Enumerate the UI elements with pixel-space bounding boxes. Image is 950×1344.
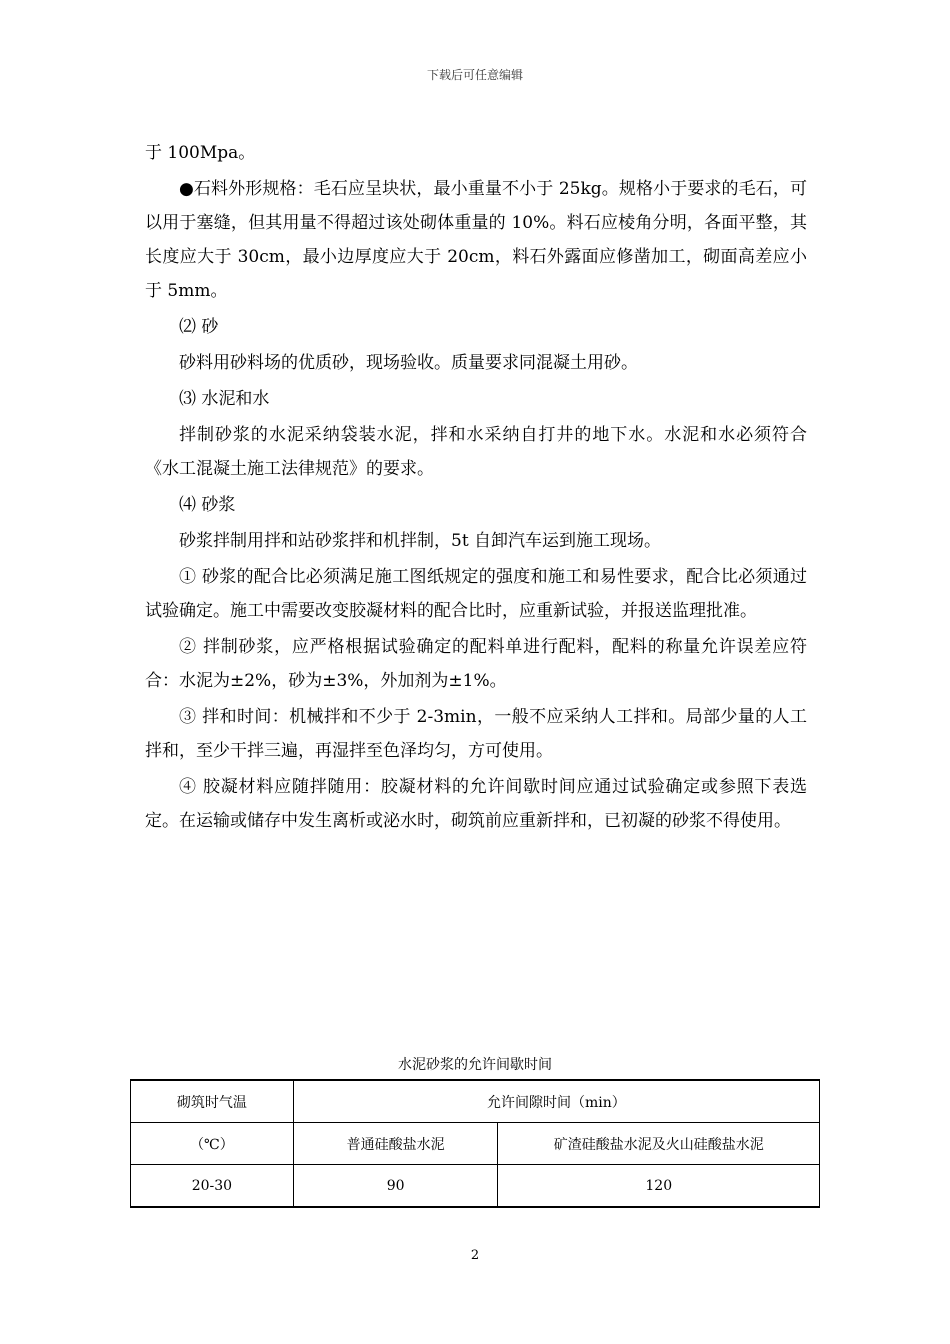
cell-ordinary: 90 xyxy=(293,1165,498,1208)
paragraph-mix-ratio: ① 砂浆的配合比必须满足施工图纸规定的强度和施工和易性要求，配合比必须通过试验确定。施工中需要改变胶凝材料的配合比时，应重新试验，并报送监理批准。 xyxy=(145,567,807,621)
paragraph-sand: 砂料用砂料场的优质砂，现场验收。质量要求同混凝土用砂。 xyxy=(179,353,638,373)
paragraph-binder-usage: ④ 胶凝材料应随拌随用：胶凝材料的允许间歇时间应通过试验确定或参照下表选定。在运输或储存中发生离析或泌水时，砌筑前应重新拌和，已初凝的砂浆不得使用。 xyxy=(145,777,807,831)
table-header-row xyxy=(131,1080,820,1123)
cell-temp: 20-30 xyxy=(131,1165,294,1208)
table-caption: 水泥砂浆的允许间歇时间 xyxy=(398,1057,552,1073)
cell-slag: 120 xyxy=(498,1165,820,1208)
paragraph-continuation: 于 100Mpa。 xyxy=(145,143,256,163)
header-cell-ordinary-cement: 普通硅酸盐水泥 xyxy=(293,1123,498,1165)
document-body xyxy=(145,136,807,840)
paragraph-mortar: 砂浆拌制用拌和站砂浆拌和机拌制，5t 自卸汽车运到施工现场。 xyxy=(179,531,662,551)
header-cell-slag-cement: 矿渣硅酸盐水泥及火山硅酸盐水泥 xyxy=(498,1123,820,1165)
header-cell-temp-line1: 砌筑时气温 xyxy=(131,1080,294,1123)
table-subheader-row xyxy=(131,1123,820,1165)
table-row xyxy=(131,1165,820,1208)
section-heading-cement-water: ⑶ 水泥和水 xyxy=(179,389,270,409)
header-cell-temp-line2: （℃） xyxy=(131,1123,294,1165)
section-heading-mortar: ⑷ 砂浆 xyxy=(179,495,236,515)
interval-time-table xyxy=(130,1079,820,1208)
section-heading-sand: ⑵ 砂 xyxy=(179,317,219,337)
paragraph-mixing-time: ③ 拌和时间：机械拌和不少于 2-3min，一般不应采纳人工拌和。局部少量的人工拌和，至少干拌三遍，再湿拌至色泽均匀，方可使用。 xyxy=(145,707,807,761)
header-cell-allowed-interval: 允许间隙时间（min） xyxy=(293,1080,819,1123)
paragraph-cement-water: 拌制砂浆的水泥采纳袋装水泥，拌和水采纳自打井的地下水。水泥和水必须符合《水工混凝土施工法律规范》的要求。 xyxy=(145,425,807,479)
paragraph-stone-spec: ●石料外形规格：毛石应呈块状，最小重量不小于 25kg。规格小于要求的毛石，可以用于塞缝，但其用量不得超过该处砌体重量的 10%。料石应棱角分明，各面平整，其长度应大于 30cm，最小边厚度应大于 20cm，料石外露面应修凿加工，砌面高差应小于 5mm。 xyxy=(145,179,807,301)
page-header: 下载后可任意编辑 xyxy=(426,68,523,82)
page-number: 2 xyxy=(470,1248,480,1263)
paragraph-batching: ② 拌制砂浆，应严格根据试验确定的配料单进行配料，配料的称量允许误差应符合：水泥为±2%，砂为±3%，外加剂为±1%。 xyxy=(145,637,807,691)
